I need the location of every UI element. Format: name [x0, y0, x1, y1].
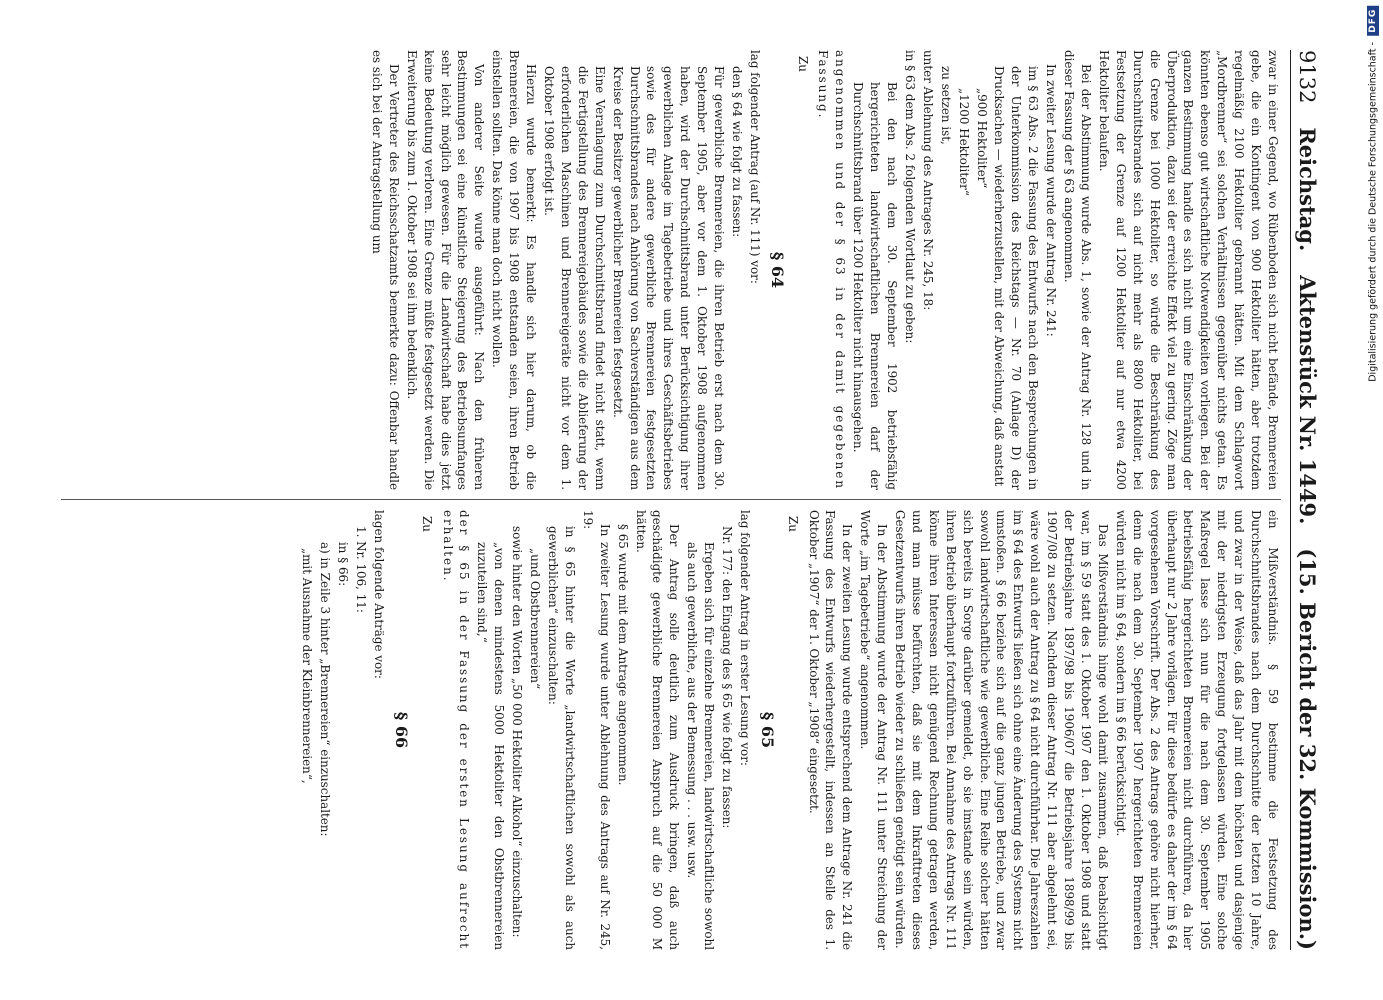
right-column [61, 510, 1281, 950]
paragraph: In zweiter Lesung wurde der Antrag Nr. 241: [1044, 64, 1059, 337]
paragraph: In der zweiten Lesung wurde entsprechend dem Antrage Nr. 241 die Fassung des Entwurfs wiederhergestellt, indessen an Stelle des 1. Oktober „1907“ der 1. Oktober „1908“ eingesetzt. [806, 510, 855, 950]
paragraph: angenommen und der § 63 in der damit gegebenen Fassung. [816, 50, 848, 490]
column-divider [61, 499, 1281, 500]
paragraph: In der Abstimmung wurde der Antrag Nr. 111 unter Streichung der Worte „im Tagebetriebe“ angenommen. [858, 510, 890, 950]
paragraph: in § 65 hinter die Worte „landwirtschaftlichen sowohl als auch gewerblichen“ einzuschalten: [546, 526, 577, 950]
paragraph: lag folgender Antrag (auf Nr. 111) vor: [747, 50, 762, 284]
paragraph: § 65 wurde mit dem Antrage angenommen. [615, 524, 630, 786]
page-number: 9132 [1295, 50, 1319, 104]
paragraph: in § 63 dem Abs. 2 folgenden Wortlaut zu geben: [902, 50, 917, 344]
credit-text: Digitalisierung gefördert durch die Deutsche Forschungsgemeinschaft - [1367, 42, 1379, 382]
paragraph: lag folgender Antrag in erster Lesung vor: [738, 510, 752, 766]
dfg-logo: DFG [1367, 6, 1379, 36]
section-heading: § 64 [767, 251, 787, 289]
left-column [61, 50, 1281, 490]
digitization-credit [1367, 6, 1379, 382]
paragraph: den § 64 wie folgt zu fassen: [730, 66, 744, 238]
zu-label: Zu [785, 516, 800, 532]
section-heading: § 65 [757, 711, 777, 749]
zu-label: Zu [795, 56, 810, 72]
paragraph: Für gewerbliche Brennereien, die ihren Betrieb erst nach dem 30. September 1905, aber vor dem 1. Oktober 1908 aufgenommen haben, wird der Durchschnittsbrand unter Berücksichtigung ihrer gewerblichen Anlage im Tagebetriebe und ihres Geschäftsbetriebes sowie des für andere gewerbliche Brennereien festgesetzten Durchschnittsbrandes nach Anhörung von Sachverständigen aus dem Kreise der Besitzer gewerblicher Brennereien festgesetzt. [610, 66, 727, 490]
paragraph: sowie hinter den Worten „50 000 Hektoliter Alkohol“ einzuschalten: [510, 526, 525, 938]
paragraph: Bei den nach dem 30. September 1902 betriebsfähig hergerichteten landwirtschaftlichen Brennereien darf der Durchschnittsbrand über 1200 Hektoliter nicht hinausgehen. [851, 82, 900, 490]
quote-line: „mit Ausnahme der Kleinbrennereien“, [300, 548, 315, 784]
paragraph: Ergeben sich für einzelne Brennereien, landwirtschaftliche sowohl als auch gewerbliche, aus der Bemessung . . . usw. usw. [685, 542, 717, 950]
paragraph: Eine Veranlagung zum Durchschnittsbrand findet nicht statt, wenn die Fertigstellung des Brennereigebäudes sowie die Ablieferung der erforderlichen Maschinen und Brennereigeräte nicht vor dem 1. Oktober 1908 erfolgt ist. [542, 66, 607, 490]
paragraph: zu setzen ist, [938, 66, 953, 145]
quote-line: „und Obstbrennereien“ [528, 548, 543, 690]
paragraph: in § 66: [336, 542, 351, 587]
header-left-title: Reichstag. [1295, 127, 1320, 252]
paragraph: Das Mißverständnis hinge wohl damit zusammen, daß beabsichtigt war, im § 59 statt des 1. Oktober 1907 den 1. Oktober 1908 und statt der Betriebsjahre 1897/98 bis 1906/07 die Betriebsjahre 1898/99 bis 1907/08 zu setzen. Nachdem dieser Antrag Nr. 111 aber abgelehnt sei, wäre wohl auch der Antrag zu § 64 nicht durchführbar. Die Jahreszahlen im § 64 des Entwurfs ließen sich ohne eine Änderung des Systems nicht umstoßen. § 66 beziehe sich auf die ganz jungen Betriebe, und zwar sowohl landwirtschaftliche wie gewerbliche. Eine Reihe solcher hätten sich bereits in Sorge darüber gemeldet, ob sie imstande sein würden, ihren Betrieb überhaupt fortzuführen. Bei Annahme des Antrags Nr. 111 könne ihren Interessen nicht genügend Rechnung getragen werden, und man müsse befürchten, daß sie mit dem Inkrafttreten dieses Gesetzentwurfs ihren Betrieb wieder zu schließen genötigt sein würden. [893, 510, 1110, 950]
paragraph: ein Mißverständnis. § 59 bestimme die Festsetzung des Durchschnittsbrandes nach dem Durchschnitte der letzten 10 Jahre, und zwar in der Weise, daß das Jahr mit dem höchsten und dasjenige mit der niedrigsten Erzeugung fortgelassen würden. Eine solche Maßregel lasse sich nun für die nach dem 30. September 1905 betriebsfähig hergerichteten Brennereien nicht durchführen, da hier überhaupt nur 2 Jahre vorlägen. Für diese bedürfe es daher der im § 64 vorgesehenen Vorschrift. Der Abs. 2 des Antrags gehöre nicht hierher, denn die nach dem 30. September 1907 hergerichteten Brennereien würden nicht im § 64, sondern im § 66 berücksichtigt. [1113, 510, 1280, 950]
paragraph: In zweiter Lesung wurde unter Ablehnung des Antrags auf Nr. 245, 19: [580, 510, 612, 950]
paragraph: unter Ablehnung des Antrages Nr. 245, 18: [920, 50, 935, 311]
paragraph: der § 65 in der Fassung der ersten Lesung aufrecht erhalten. [440, 510, 472, 950]
paragraph: Von anderer Seite wurde ausgeführt: Nach den früheren Bestimmungen sei eine künstliche Steigerung des Betriebsumfanges sehr leicht möglich gewesen. Für die Landwirtschaft habe dies jetzt keine Bedeutung verloren. Eine Grenze müßte festgesetzt werden. Die Erweiterung bis zum 1. Oktober 1908 sei ihm bedenklich. [404, 50, 487, 490]
paragraph: Hierzu wurde bemerkt: Es handle sich hier darum, ob die Brennereien, die von 1907 bis 1908 entstanden seien, ihren Betrieb einstellen sollten. Das könne man doch nicht wollen. [490, 50, 539, 490]
paragraph: „von denen mindestens 5000 Hektoliter den Obstbrennereien zuzuteilen sind,“ [475, 542, 507, 950]
quote-line: „900 Hektoliter“ [974, 88, 989, 189]
paragraph: a) in Zeile 3 hinter „Brennereien“ einzuschalten: [318, 542, 333, 837]
paragraph: zwar in einer Gegend, wo Rübenboden sich nicht befände, Brennereien gebe, die ein Kontingent von 900 Hektoliter hätten, aber trotzdem regelmäßig 2100 Hektoliter gebrannt hätten. Mit dem Schlagwort „Mordbrenner“ sei solchen Verhältnissen gegenüber nichts getan. Es könnten ebenso gut wirtschaftliche Notwendigkeiten vorliegen. Bei der ganzen Bestimmung handle es sich nicht um eine Einschränkung der Überproduktion, dazu sei der erreichte Effekt viel zu gering. Zöge man die Grenze bei 1000 Hektoliter, so würde die Beschränkung des Durchschnittsbrandes sich auf nicht mehr als 8800 Hektoliter, bei Festsetzung der Grenze auf 1200 Hektoliter auf nur etwa 4200 Hektoliter belaufen. [1096, 50, 1280, 490]
paragraph: Der Vertreter des Reichsschatzamts bemerkte dazu: Offenbar handle es sich bei der Antragstellung um [369, 50, 401, 490]
page-header [1290, 50, 1341, 950]
quote-line: „1200 Hektoliter“ [956, 88, 971, 196]
zu-label: Zu [419, 516, 434, 532]
paragraph: 1. Nr. 106, 11: [354, 526, 369, 613]
paragraph: Nr. 177: den Eingang des § 65 wie folgt zu fassen: [720, 526, 735, 829]
document-page [41, 40, 1341, 960]
paragraph: Bei der Abstimmung wurde Abs. 1, sowie der Antrag Nr. 128 und in dieser Fassung der § 63 angenommen. [1062, 50, 1094, 490]
section-heading: § 66 [391, 711, 411, 749]
paragraph: lagen folgende Anträge vor: [372, 510, 387, 679]
paragraph: Der Antrag solle deutlich zum Ausdruck bringen, daß auch geschädigte gewerbliche Brennereien Anspruch auf die 50 000 M hätten. [633, 510, 682, 950]
header-right-title: (15. Bericht der 32. Kommission.) [1295, 548, 1320, 950]
header-center-title: Aktenstück Nr. 1449. [1295, 275, 1320, 525]
paragraph: im § 63 Abs. 2 die Fassung des Entwurfs nach den Besprechungen in der Unterkommission des Reichstags — Nr. 70 (Anlage D) der Drucksachen — wiederherzustellen, mit der Abweichung, daß anstatt [992, 66, 1041, 490]
